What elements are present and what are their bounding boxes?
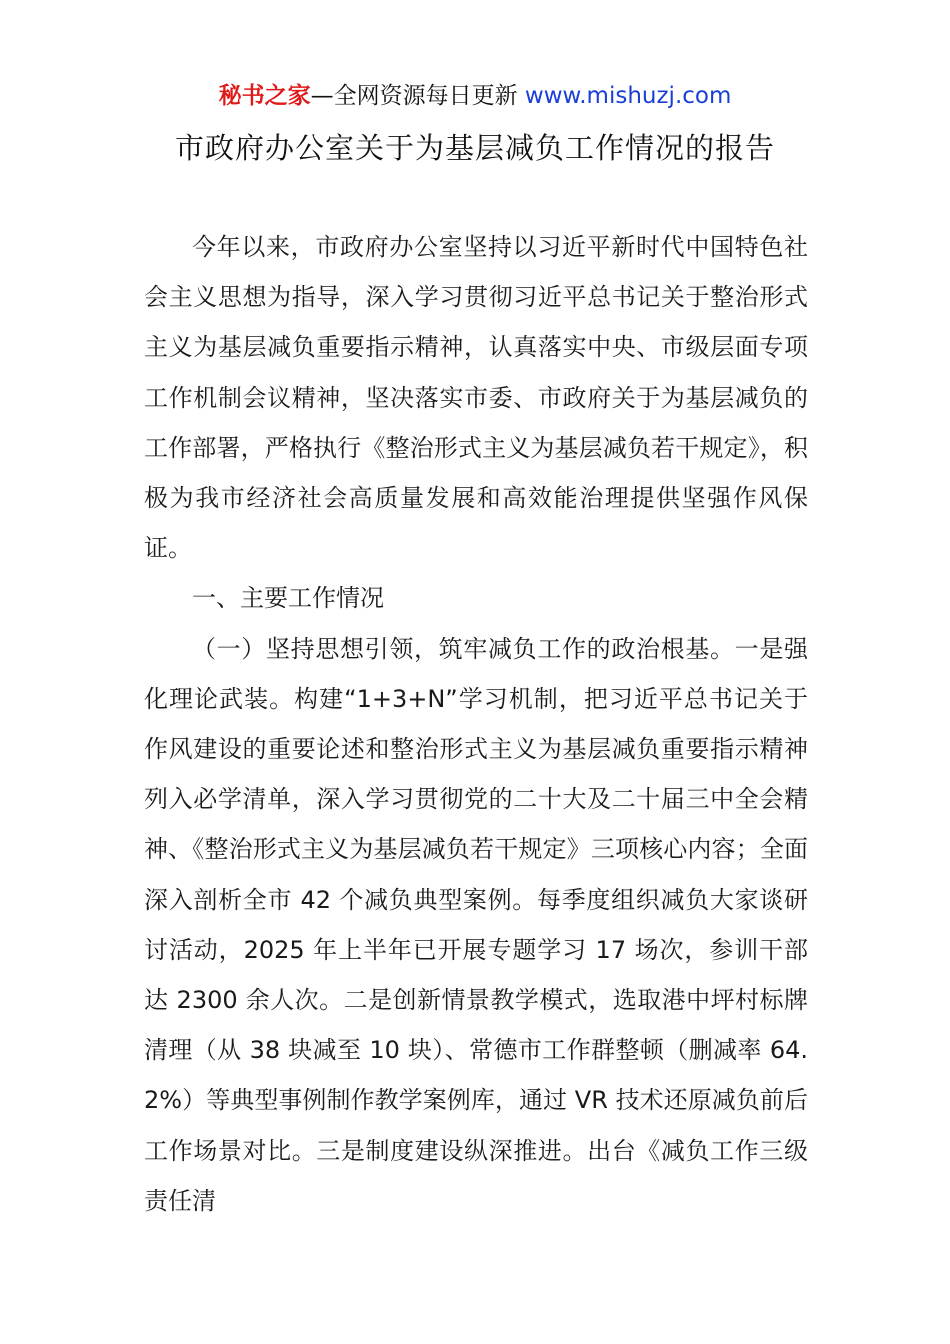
document-title: 市政府办公室关于为基层减负工作情况的报告: [174, 131, 775, 165]
site-header: [0, 80, 950, 112]
section-heading: 一、主要工作情况: [192, 584, 384, 613]
site-url-link[interactable]: www.mishuzj.com: [524, 83, 732, 109]
brand-name: 秘书之家: [218, 83, 311, 109]
intro-paragraph: 今年以来，市政府办公室坚持以习近平新时代中国特色社会主义思想为指导，深入学习贯彻习近平总书记关于整治形式主义为基层减负重要指示精神，认真落实中央、市级层面专项工作机制会议精神，坚决落实市委、市政府关于为基层减负的工作部署，严格执行《整治形式主义为基层减负若干规定》，积极为我市经济社会高质量发展和高效能治理提供坚强作风保证。: [144, 233, 808, 563]
header-tagline: —全网资源每日更新: [310, 83, 525, 109]
document-body: [144, 222, 808, 1226]
section-paragraph: （一）坚持思想引领，筑牢减负工作的政治根基。一是强化理论武装。构建“1+3+N”学习机制，把习近平总书记关于作风建设的重要论述和整治形式主义为基层减负重要指示精神列入必学清单，深入学习贯彻党的二十大及二十届三中全会精神、《整治形式主义为基层减负若干规定》三项核心内容；全面深入剖析全市 42 个减负典型案例。每季度组织减负大家谈研讨活动，2025 年上半年已开展专题学习 17 场次，参训干部达 2300 余人次。二是创新情景教学模式，选取港中坪村标牌清理（从 38 块减至 10 块）、常德市工作群整顿（删减率 64.2%）等典型事例制作教学案例库，通过 VR 技术还原减负前后工作场景对比。三是制度建设纵深推进。出台《减负工作三级责任清: [144, 634, 808, 1215]
